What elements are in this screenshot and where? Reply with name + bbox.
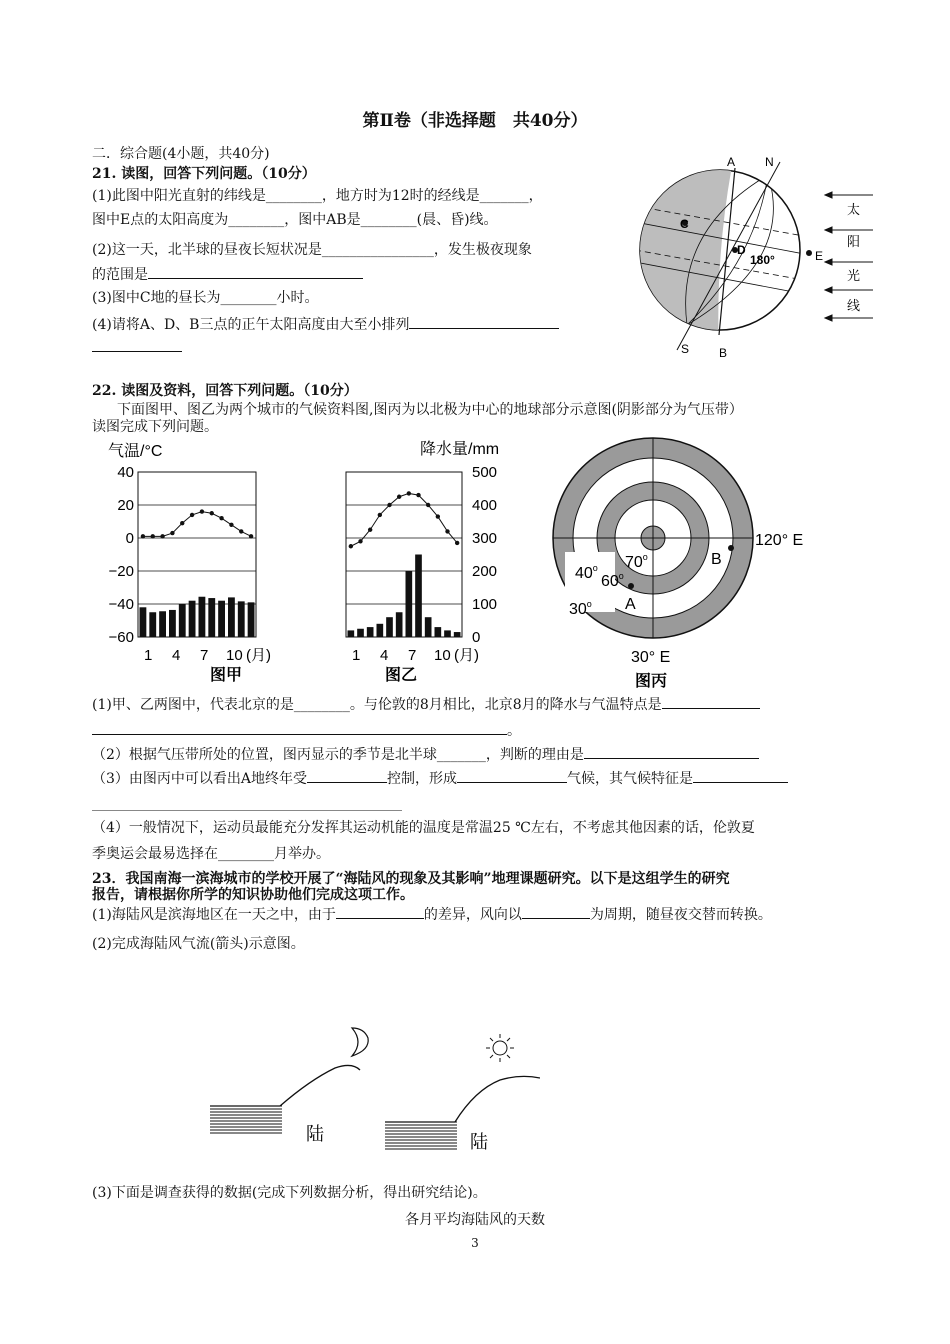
q22-line4b: 季奥运会最易选择在________月举办。 [92, 846, 330, 862]
moon-icon [352, 1028, 368, 1056]
answer-blank[interactable] [522, 904, 590, 919]
q21-line4 [92, 264, 363, 285]
precip-tick-label: 200 [472, 563, 498, 580]
precip-bar [396, 612, 403, 637]
q23-line1 [92, 904, 772, 925]
month-tick-label: 7 [408, 647, 417, 664]
answer-blank[interactable] [148, 264, 363, 279]
temp-point [160, 534, 164, 538]
chart-bing-label: 图丙 [635, 673, 668, 690]
precip-bar [367, 627, 374, 637]
q22-header: 22. 读图及资料，回答下列问题。（10分） [92, 383, 358, 399]
section-heading: 二．综合题(4小题，共40分) [92, 146, 270, 162]
q22-line2-text: （2）根据气压带所处的位置，图丙显示的季节是北半球_______，判断的理由是 [92, 747, 584, 763]
precip-bar [189, 601, 196, 637]
temp-point [445, 529, 449, 533]
table-title: 各月平均海陆风的天数 [405, 1212, 545, 1228]
label-n: N [765, 155, 774, 169]
land-label-right: 陆 [470, 1132, 488, 1152]
q21-line4-text: 的范围是 [92, 267, 148, 283]
label-d: D [737, 243, 746, 257]
temp-point [180, 521, 184, 525]
temp-tick-label: −40 [108, 596, 134, 613]
precip-tick-label: 500 [472, 464, 498, 481]
q23-line1a: (1)海陆风是滨海地区在一天之中，由于 [92, 907, 336, 923]
month-tick-label: (月) [454, 647, 479, 664]
answer-blank[interactable] [584, 744, 759, 759]
month-tick-label: 1 [144, 647, 153, 664]
month-tick-label: (月) [246, 647, 271, 664]
q21-line6 [92, 314, 559, 335]
q22-line1-text: (1)甲、乙两图中，代表北京的是________。与伦敦的8月相比，北京8月的降水与气温特点是 [92, 697, 662, 713]
q22-line3-text: （3）由图丙中可以看出A地终年受 [92, 771, 308, 787]
precip-bar [159, 611, 166, 637]
q21-line1: (1)此图中阳光直射的纬线是________，地方时为12时的经线是_______， [92, 188, 543, 204]
q22-line1 [92, 694, 760, 715]
temp-point [141, 534, 145, 538]
lat-40: 40$^o$ [575, 563, 598, 582]
temp-point [368, 528, 372, 532]
temp-point [358, 539, 362, 543]
q23-line1b: 的差异，风向以 [423, 907, 522, 923]
temp-axis-title: 气温/°C [108, 443, 163, 460]
label-120e: 120° E [755, 532, 804, 549]
sun-char-3: 光 [847, 268, 861, 283]
precip-tick-label: 0 [472, 629, 481, 646]
sea-left [210, 1106, 282, 1133]
q23-line2: (2)完成海陆风气流(箭头)示意图。 [92, 936, 305, 952]
precip-bar [149, 612, 156, 637]
temp-point [229, 523, 233, 527]
temp-point [210, 511, 214, 515]
paper-title: 第Ⅱ卷（非选择题 共40分） [362, 111, 588, 131]
temp-point [239, 529, 243, 533]
month-tick-label: 4 [380, 647, 389, 664]
temp-point [200, 509, 204, 513]
month-tick-label: 7 [200, 647, 209, 664]
q22-line1b-text: 。 [507, 723, 521, 739]
q21-header: 21. 读图，回答下列问题。（10分） [92, 166, 316, 182]
temp-point [249, 534, 253, 538]
q23-line3: (3)下面是调查获得的数据(完成下列数据分析，得出研究结论)。 [92, 1185, 487, 1201]
q22-line3b-text: 控制，形成 [387, 771, 458, 787]
sun-icon [486, 1034, 514, 1062]
lat-70: 70$^o$ [625, 552, 648, 571]
climate-charts [100, 434, 520, 684]
precip-bar [248, 602, 255, 637]
q21-line3: (2)这一天，北半球的昼夜长短状况是________________，发生极夜现象 [92, 242, 532, 258]
precip-bar [454, 632, 461, 637]
label-s: S [681, 342, 690, 356]
label-a: A [625, 596, 636, 613]
answer-blank[interactable] [336, 904, 424, 919]
land-right [385, 1076, 540, 1122]
answer-blank[interactable] [92, 720, 507, 735]
chart-yi [346, 472, 479, 664]
q23-header-1: 23．我国南海一滨海城市的学校开展了“海陆风的现象及其影响”地理课题研究。以下是这组学生的研究 [92, 871, 730, 887]
temp-tick-label: 20 [117, 497, 134, 514]
q21-globe-figure [635, 150, 875, 365]
q21-line2: 图中E点的太阳高度为________，图中AB是________(晨、昏)线。 [92, 212, 498, 228]
q22-line3c-text: 气候，其气候特征是 [567, 771, 694, 787]
precip-bar [425, 617, 432, 637]
lat-30: 30$^o$ [569, 599, 592, 618]
temp-tick-label: −20 [108, 563, 134, 580]
temp-point [349, 544, 353, 548]
temp-point [407, 491, 411, 495]
q22-intro-1: 下面图甲、图乙为两个城市的气候资料图,图丙为以北极为中心的地球部分示意图(阴影部分为气压带） [117, 402, 743, 418]
temp-point [378, 513, 382, 517]
sun-char-2: 阳 [847, 234, 861, 249]
answer-blank[interactable] [693, 768, 788, 783]
sea-land-breeze-diagram [200, 1020, 540, 1170]
label-e: E [815, 249, 824, 263]
month-tick-label: 10 [226, 647, 243, 664]
month-tick-label: 4 [172, 647, 181, 664]
precip-bar [357, 629, 364, 637]
chart-jia-label: 图甲 [210, 667, 243, 684]
sun-char-4: 线 [847, 298, 861, 313]
label-b: B [719, 346, 728, 360]
answer-blank[interactable] [307, 768, 387, 783]
answer-blank[interactable] [92, 351, 182, 352]
q22-line3 [92, 768, 788, 789]
precip-bar [228, 597, 235, 637]
label-a: A [727, 155, 736, 169]
precip-bar [238, 601, 245, 637]
precip-bar [444, 630, 451, 637]
temp-point [436, 514, 440, 518]
temp-point [170, 531, 174, 535]
precip-bar [415, 555, 422, 638]
temp-tick-label: −60 [108, 629, 134, 646]
precip-bar [218, 601, 225, 637]
precip-bar [377, 624, 384, 637]
polar-diagram [545, 434, 820, 692]
q22-line4: （4）一般情况下，运动员最能充分发挥其运动机能的温度是常温25 ℃左右，不考虑其他因素的话，伦敦夏 [92, 820, 755, 836]
sun-char-1: 太 [847, 202, 861, 217]
precip-bar [199, 597, 206, 637]
chart-jia [138, 472, 271, 664]
point-e [806, 250, 812, 256]
point-a [628, 583, 634, 589]
temp-tick-label: 40 [117, 464, 134, 481]
answer-blank[interactable] [409, 314, 559, 329]
precip-bar [348, 630, 355, 637]
month-tick-label: 10 [434, 647, 451, 664]
answer-blank[interactable] [662, 694, 760, 709]
point-b [728, 545, 734, 551]
precip-bar [140, 607, 147, 637]
q23-line1c: 为周期，随昼夜交替而转换。 [589, 907, 772, 923]
precip-bar [406, 571, 413, 637]
temp-tick-label: 0 [125, 530, 134, 547]
sea-right [385, 1122, 457, 1149]
chart-yi-label: 图乙 [385, 667, 418, 684]
precip-bar [179, 604, 186, 637]
precip-tick-label: 100 [472, 596, 498, 613]
q21-line6-text: (4)请将A、D、B三点的正午太阳高度由大至小排列 [92, 317, 410, 333]
q22-line1b [92, 720, 521, 741]
page-number: 3 [471, 1236, 479, 1250]
label-c: C [680, 217, 689, 231]
temp-point [219, 516, 223, 520]
land-left [210, 1065, 360, 1106]
precip-bar [208, 598, 215, 637]
q21-line5: (3)图中C地的昼长为________小时。 [92, 290, 319, 306]
lat-60: 60$^o$ [601, 571, 624, 590]
precip-tick-label: 400 [472, 497, 498, 514]
label-b: B [711, 551, 722, 568]
temp-point [151, 534, 155, 538]
temp-point [416, 493, 420, 497]
land-label-left: 陆 [306, 1124, 324, 1144]
precip-axis-title: 降水量/mm [420, 441, 500, 458]
temp-point [426, 503, 430, 507]
temp-point [397, 495, 401, 499]
answer-blank[interactable] [92, 810, 402, 811]
precip-tick-label: 300 [472, 530, 498, 547]
precip-bar [435, 627, 442, 637]
label-180: 180° [750, 253, 775, 267]
q22-intro-2: 读图完成下列问题。 [92, 419, 218, 435]
answer-blank[interactable] [457, 768, 567, 783]
temp-point [387, 503, 391, 507]
q22-line2 [92, 744, 759, 765]
precip-bar [169, 610, 176, 637]
temp-point [455, 541, 459, 545]
month-tick-label: 1 [352, 647, 361, 664]
q23-header-2: 报告，请根据你所学的知识协助他们完成这项工作。 [92, 887, 414, 903]
temp-point [190, 513, 194, 517]
label-30e: 30° E [631, 649, 671, 666]
precip-bar [386, 617, 393, 637]
